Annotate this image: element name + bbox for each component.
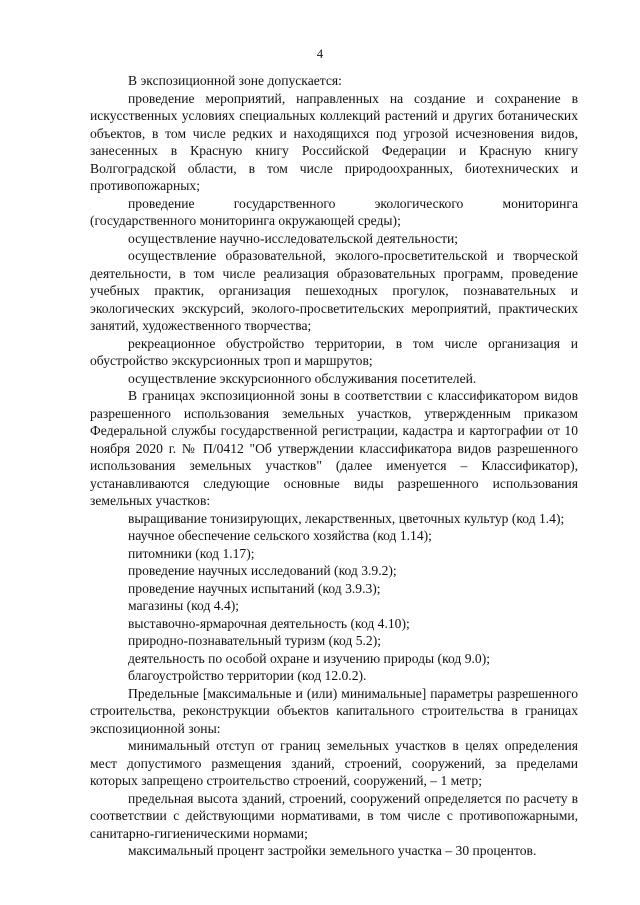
page-number: 4 [316, 47, 324, 61]
paragraph: максимальный процент застройки земельного участка – 30 процентов. [128, 843, 537, 858]
paragraph: В экспозиционной зоне допускается: [128, 73, 342, 88]
list-item: благоустройство территории (код 12.0.2). [128, 668, 367, 683]
paragraph: осуществление образовательной, эколого-просветительской и творческой деятельности, в том числе реализация образовательных программ, проведение учебных практик, организация пешеходных прогулок, познавательных и экологических экскурсий, эколого-просветительских мероприятий, практических занятий, художественного творчества; [90, 248, 578, 333]
paragraph: Предельные [максимальные и (или) минимальные] параметры разрешенного строительства, реконструкции объектов капитального строительства в границах экспозиционной зоны: [90, 685, 578, 736]
paragraph: В границах экспозиционной зоны в соответствии с классификатором видов разрешенного использования земельных участков, утвержденным приказом Федеральной службы государственной регистрации, кадастра и картографии от 10 ноября 2020 г. № П/0412 "Об утверждении классификатора видов разрешенного использования земельных участков" (далее именуется – Классификатор), устанавливаются следующие основные виды разрешенного использования земельных участков: [90, 388, 578, 508]
paragraph: предельная высота зданий, строений, сооружений определяется по расчету в соответствии с действующими нормативами, в том числе с противопожарными, санитарно-гигиеническими нормами; [90, 790, 578, 841]
paragraph: осуществление научно-исследовательской деятельности; [128, 230, 459, 246]
list-item: деятельность по особой охране и изучению природы (код 9.0); [128, 650, 491, 666]
list-item: проведение научных исследований (код 3.9.2); [128, 563, 397, 578]
list-item: магазины (код 4.4); [128, 598, 240, 613]
paragraph: рекреационное обустройство территории, в том числе организация и обустройство экскурсионных троп и маршрутов; [90, 335, 578, 368]
paragraph: проведение мероприятий, направленных на создание и сохранение в искусственных условиях специальных коллекций растений и других ботанических объектов, в том числе редких и находящихся под угрозой исчезновения видов, занесенных в Красную книгу Российской Федерации и Красную книгу Волгоградской области, в том числе природоохранных, биотехнических и противопожарных; [90, 90, 578, 193]
list-item: питомники (код 1.17); [128, 545, 255, 561]
paragraph: проведение государственного экологического мониторинга (государственного мониторинга окружающей среды); [90, 195, 578, 228]
list-item: научное обеспечение сельского хозяйства (код 1.14); [128, 528, 432, 543]
paragraph: минимальный отступ от границ земельных участков в целях определения мест допустимого размещения зданий, строений, сооружений, за пределами которых запрещено строительство строений, сооружений, – 1 метр; [90, 738, 578, 788]
paragraph: осуществление экскурсионного обслуживания посетителей. [128, 370, 477, 386]
document-body [90, 72, 578, 860]
list-item: выращивание тонизирующих, лекарственных, цветочных культур (код 1.4); [128, 510, 565, 526]
list-item: выставочно-ярмарочная деятельность (код 4.10); [128, 615, 410, 631]
list-item: природно-познавательный туризм (код 5.2); [128, 633, 382, 648]
list-item: проведение научных испытаний (код 3.9.3); [128, 580, 381, 596]
